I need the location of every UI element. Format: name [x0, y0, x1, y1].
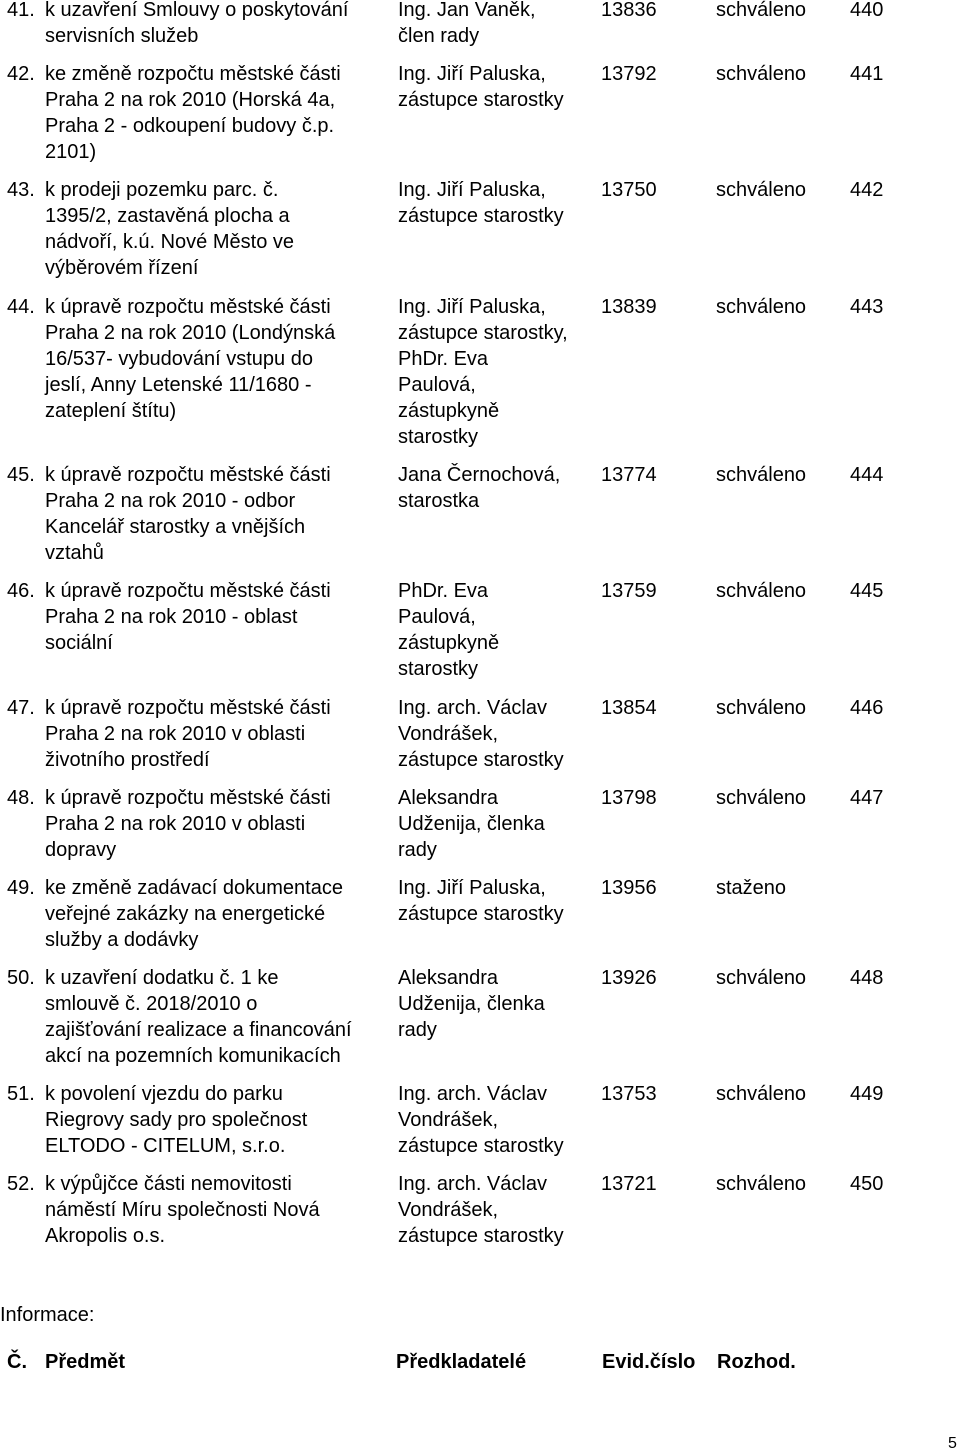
item-evid-number: 13839	[601, 296, 657, 318]
item-decision-number: 444	[850, 464, 884, 486]
item-evid-number: 13798	[601, 787, 657, 809]
item-decision-number: 446	[850, 697, 884, 719]
item-decision-number: 450	[850, 1173, 884, 1195]
item-proposer: Ing. arch. Václav Vondrášek, zástupce starostky	[398, 1173, 564, 1247]
item-number: 47.	[7, 697, 35, 719]
item-status: schváleno	[716, 63, 807, 85]
item-evid-number: 13750	[601, 179, 657, 201]
item-subject: k úpravě rozpočtu městské části Praha 2 na rok 2010 v oblasti životního prostředí	[45, 697, 331, 771]
item-subject: k úpravě rozpočtu městské části Praha 2 na rok 2010 - odbor Kancelář starostky a vnějších vztahů	[45, 464, 331, 564]
information-heading: Informace:	[0, 1304, 95, 1326]
item-decision-number: 445	[850, 580, 884, 602]
item-decision-number: 447	[850, 787, 884, 809]
item-subject: k výpůjčce části nemovitosti náměstí Míru společnosti Nová Akropolis o.s.	[45, 1173, 320, 1247]
item-proposer: Jana Černochová, starostka	[398, 464, 561, 512]
item-evid-number: 13721	[601, 1173, 657, 1195]
item-evid-number: 13854	[601, 697, 657, 719]
column-header-evid-number: Evid.číslo	[602, 1351, 696, 1373]
item-number: 50.	[7, 967, 35, 989]
item-number: 45.	[7, 464, 35, 486]
item-decision-number: 448	[850, 967, 884, 989]
item-status: schváleno	[716, 787, 807, 809]
item-subject: ke změně zadávací dokumentace veřejné zakázky na energetické služby a dodávky	[45, 877, 343, 951]
item-evid-number: 13774	[601, 464, 657, 486]
item-subject: ke změně rozpočtu městské části Praha 2 na rok 2010 (Horská 4a, Praha 2 - odkoupení budovy č.p. 2101)	[45, 63, 341, 163]
item-decision-number: 440	[850, 0, 884, 21]
item-status: schváleno	[716, 697, 807, 719]
column-header-subject: Předmět	[45, 1351, 126, 1373]
item-status: schváleno	[716, 0, 807, 21]
item-subject: k prodeji pozemku parc. č. 1395/2, zastavěná plocha a nádvoří, k.ú. Nové Město ve výběrovém řízení	[45, 179, 295, 279]
item-subject: k uzavření Smlouvy o poskytování servisních služeb	[45, 0, 349, 47]
item-subject: k úpravě rozpočtu městské části Praha 2 na rok 2010 (Londýnská 16/537- vybudování vstupu do jeslí, Anny Letenské 11/1680 - zateplení štítu)	[45, 296, 336, 422]
column-header-decision: Rozhod.	[717, 1351, 796, 1373]
item-number: 44.	[7, 296, 35, 318]
item-status: staženo	[716, 877, 787, 899]
item-subject: k úpravě rozpočtu městské části Praha 2 na rok 2010 - oblast sociální	[45, 580, 331, 654]
item-proposer: Ing. Jiří Paluska, zástupce starostky	[398, 877, 564, 925]
item-status: schváleno	[716, 179, 807, 201]
item-number: 49.	[7, 877, 35, 899]
item-status: schváleno	[716, 1083, 807, 1105]
item-decision-number: 449	[850, 1083, 884, 1105]
item-decision-number: 442	[850, 179, 884, 201]
item-number: 42.	[7, 63, 35, 85]
item-proposer: Aleksandra Udženija, členka rady	[398, 787, 545, 861]
item-proposer: Ing. arch. Václav Vondrášek, zástupce starostky	[398, 1083, 564, 1157]
item-evid-number: 13792	[601, 63, 657, 85]
item-proposer: Aleksandra Udženija, členka rady	[398, 967, 545, 1041]
item-evid-number: 13926	[601, 967, 657, 989]
item-number: 51.	[7, 1083, 35, 1105]
item-decision-number: 443	[850, 296, 884, 318]
item-subject: k uzavření dodatku č. 1 ke smlouvě č. 2018/2010 o zajišťování realizace a financování akcí na pozemních komunikacích	[45, 967, 352, 1067]
item-proposer: Ing. Jiří Paluska, zástupce starostky	[398, 63, 564, 111]
item-subject: k povolení vjezdu do parku Riegrovy sady pro společnost ELTODO - CITELUM, s.r.o.	[45, 1083, 308, 1157]
item-number: 46.	[7, 580, 35, 602]
item-proposer: Ing. Jiří Paluska, zástupce starostky, PhDr. Eva Paulová, zástupkyně starostky	[398, 296, 568, 448]
item-proposer: Ing. Jan Vaněk, člen rady	[398, 0, 536, 47]
item-evid-number: 13759	[601, 580, 657, 602]
item-status: schváleno	[716, 464, 807, 486]
item-evid-number: 13836	[601, 0, 657, 21]
item-proposer: Ing. Jiří Paluska, zástupce starostky	[398, 179, 564, 227]
item-proposer: Ing. arch. Václav Vondrášek, zástupce starostky	[398, 697, 564, 771]
item-decision-number: 441	[850, 63, 884, 85]
item-number: 41.	[7, 0, 35, 21]
item-number: 43.	[7, 179, 35, 201]
item-number: 48.	[7, 787, 35, 809]
item-evid-number: 13753	[601, 1083, 657, 1105]
item-status: schváleno	[716, 1173, 807, 1195]
column-header-number: Č.	[7, 1351, 27, 1373]
item-proposer: PhDr. Eva Paulová, zástupkyně starostky	[398, 580, 500, 680]
item-evid-number: 13956	[601, 877, 657, 899]
item-status: schváleno	[716, 296, 807, 318]
column-header-proposer: Předkladatelé	[396, 1351, 527, 1373]
item-subject: k úpravě rozpočtu městské části Praha 2 na rok 2010 v oblasti dopravy	[45, 787, 331, 861]
item-status: schváleno	[716, 580, 807, 602]
page-number: 5	[948, 1435, 957, 1452]
item-number: 52.	[7, 1173, 35, 1195]
item-status: schváleno	[716, 967, 807, 989]
